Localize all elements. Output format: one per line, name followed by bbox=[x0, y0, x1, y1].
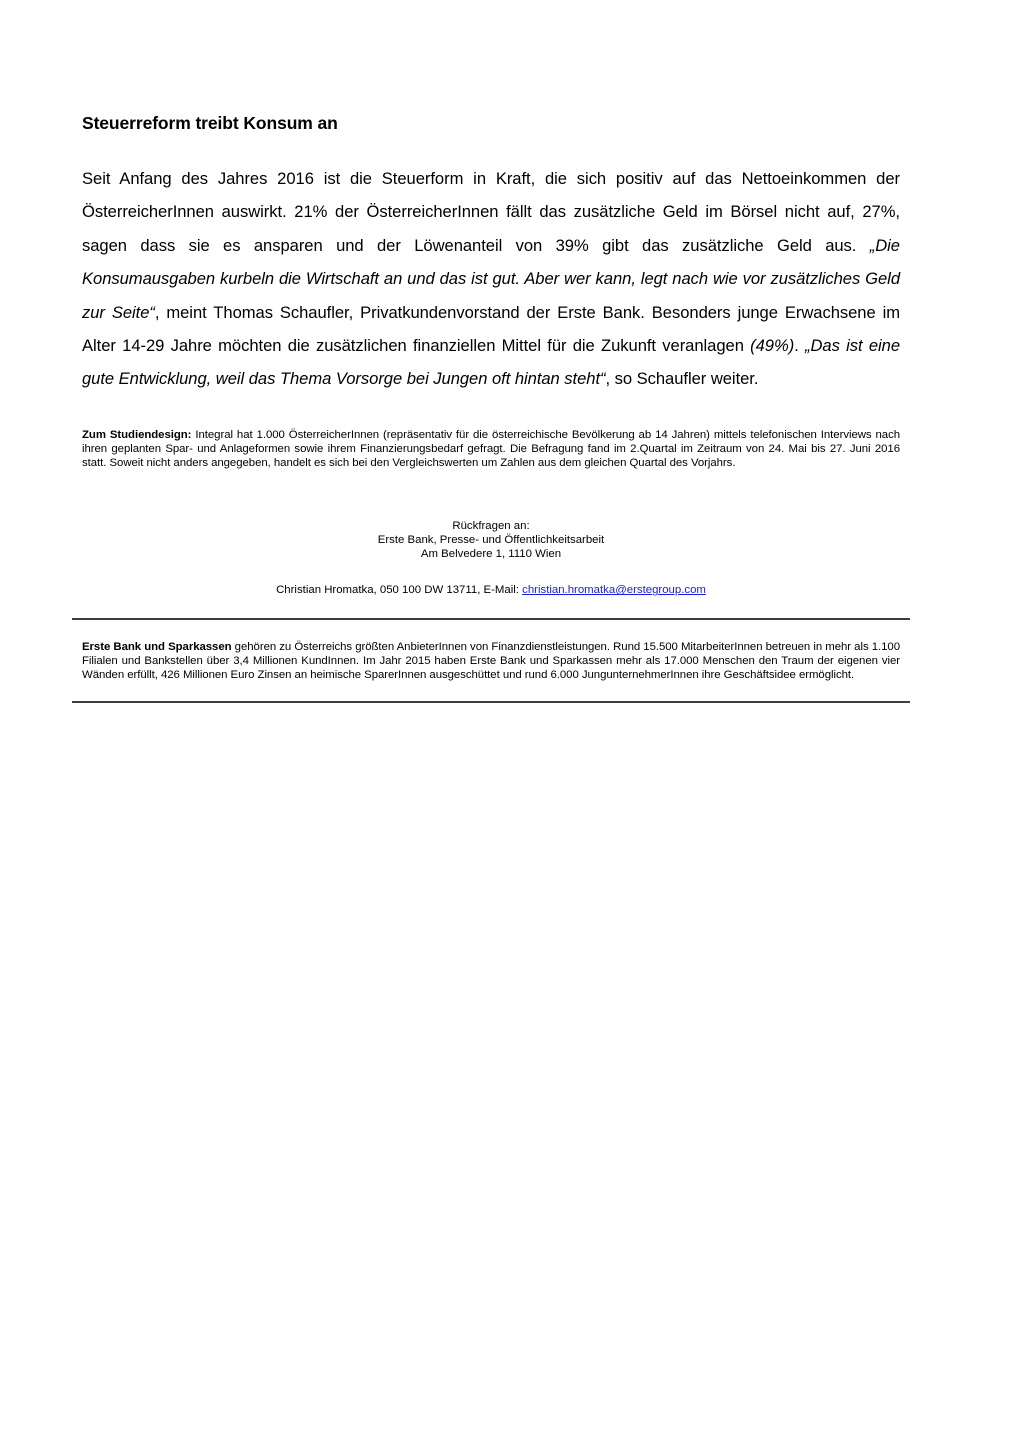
lede-quote-2: „Das ist eine gute Entwicklung, weil das Thema Vorsorge bei Jungen oft hintan steht“ bbox=[82, 336, 901, 389]
contact-organisation: Erste Bank, Presse- und Öffentlichkeitsarbeit bbox=[377, 533, 605, 546]
lede-segment-2: , meint Thomas Schaufler, Privatkundenvorstand der Erste Bank. Besonders junge Erwachsene im Alter 14-29 Jahre möchten die zusätzlichen finanziellen Mittel für die Zukunft veranlagen bbox=[82, 302, 900, 356]
boilerplate-paragraph bbox=[82, 620, 900, 683]
lede-paragraph bbox=[82, 134, 900, 396]
lede-percentage-49: (49%) bbox=[750, 336, 795, 356]
study-design-label: Zum Studiendesign: bbox=[82, 428, 192, 441]
study-design-text: Integral hat 1.000 ÖsterreicherInnen (repräsentativ für die österreichische Bevölkerung ab 14 Jahren) mittels telefonischen Interviews nach ihren geplanten Spar- und Anlageformen sowie ihrem Finanzierungsbedarf gefragt. Die Befragung fand im 2.Quartal im Zeitraum von 24. Mai bis 27. Juni 2016 statt. Soweit nicht anders angegeben, handelt es sich bei den Vergleichswerten um Zahlen aus dem gleichen Quartal des Vorjahrs. bbox=[82, 428, 901, 470]
lede-segment-1: Seit Anfang des Jahres 2016 ist die Steuerform in Kraft, die sich positiv auf das Nettoeinkommen der ÖsterreicherInnen auswirkt. 21% der ÖsterreicherInnen fällt das zusätzliche Geld im Börsel nicht auf, 27%, sagen dass sie es ansparen und der Löwenanteil von 39% gibt das zusätzliche Geld aus. bbox=[82, 169, 900, 255]
contact-person-line bbox=[82, 561, 900, 597]
contact-email-link[interactable]: christian.hromatka@erstegroup.com bbox=[522, 584, 706, 597]
lede-segment-3: , so Schaufler weiter. bbox=[605, 369, 759, 389]
boilerplate-text: gehören zu Österreichs größten AnbieterInnen von Finanzdienstleistungen. Rund 15.500 MitarbeiterInnen betreuen in mehr als 1.100 Filialen und Bankstellen über 3,4 Millionen KundInnen. Im Jahr 2015 haben Erste Bank und Sparkassen mehr als 17.000 Menschen den Traum der eigenen vier Wänden erfüllt, 426 Millionen Euro Zinsen an heimische SparerInnen ausgeschüttet und rund 6.000 JungunternehmerInnen ihre Geschäftsidee ermöglicht. bbox=[82, 640, 900, 682]
contact-person-prefix: Christian Hromatka, 050 100 DW 13711, E-Mail: bbox=[276, 584, 523, 597]
contact-block bbox=[82, 471, 900, 598]
boilerplate-label: Erste Bank und Sparkassen bbox=[82, 640, 232, 653]
contact-address: Am Belvedere 1, 1110 Wien bbox=[420, 548, 562, 561]
lede-quote-1: „Die Konsumausgaben kurbeln die Wirtschaft an und das ist gut. Aber wer kann, legt nach wie vor zusätzliches Geld zur Seite“ bbox=[82, 235, 900, 322]
document-content bbox=[82, 0, 900, 703]
study-design-paragraph bbox=[82, 396, 900, 471]
page-title: Steuerreform treibt Konsum an bbox=[82, 113, 338, 133]
lede-segment-2c: . bbox=[794, 336, 806, 356]
contact-heading: Rückfragen an: bbox=[452, 519, 530, 532]
horizontal-divider-bottom bbox=[72, 701, 910, 703]
